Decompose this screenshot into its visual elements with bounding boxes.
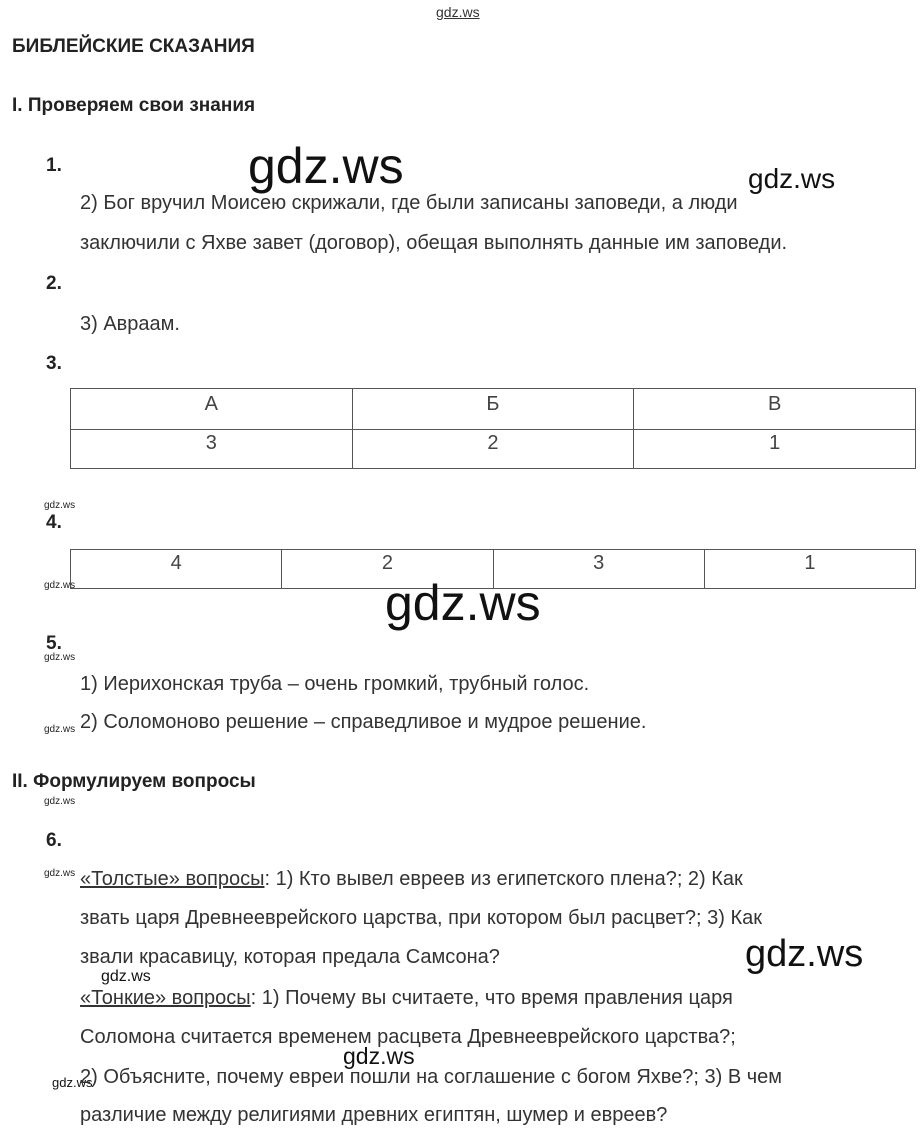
q6-thin-line-2: Соломона считается временем расцвета Древнееврейского царства?;	[80, 1026, 736, 1048]
section1-heading: I. Проверяем свои знания	[12, 95, 256, 116]
thin-questions-label: «Тонкие» вопросы	[80, 987, 251, 1009]
watermark-medium: gdz.ws	[748, 163, 836, 194]
q6-thick-line-2: звать царя Древнееврейского царства, при котором был расцвет?; 3) Как	[80, 907, 762, 929]
watermark-large: gdz.ws	[385, 575, 541, 631]
q4-cell-1: 4	[71, 550, 282, 589]
watermark-top: gdz.ws	[436, 4, 480, 20]
q4-cell-4: 1	[704, 550, 915, 589]
watermark-small: gdz.ws	[44, 652, 76, 663]
thick-questions-label: «Толстые» вопросы	[80, 868, 265, 890]
q6-thick-line-3: звали красавицу, которая предала Самсона?	[80, 946, 500, 968]
watermark-small-text: gdz.ws	[101, 968, 151, 985]
q3-value-a: 3	[71, 430, 353, 469]
thin-line-1-text: : 1) Почему вы считаете, что время правления царя	[250, 987, 733, 1009]
watermark-medium: gdz.ws	[745, 933, 864, 975]
q4-cell-2: 2	[282, 550, 493, 589]
q6-thin-line-3: 2) Объясните, почему евреи пошли на соглашение с богом Яхве?; 3) В чем	[80, 1066, 783, 1088]
watermark-small: gdz.ws	[44, 500, 76, 511]
watermark-small: gdz.ws	[44, 868, 76, 879]
page-title: БИБЛЕЙСКИЕ СКАЗАНИЯ	[12, 36, 255, 57]
q3-header-row	[71, 389, 916, 430]
q1-line-2: заключили с Яхве завет (договор), обещая выполнять данные им заповеди.	[80, 232, 788, 254]
watermark-small-text: gdz.ws	[52, 1075, 93, 1090]
q6-number: 6.	[46, 830, 62, 851]
q3-value-b: 2	[352, 430, 634, 469]
q4-cell-3: 3	[493, 550, 704, 589]
q5-number: 5.	[46, 633, 62, 654]
thick-line-1-text: : 1) Кто вывел евреев из египетского плена?; 2) Как	[264, 868, 743, 890]
q3-number: 3.	[46, 353, 62, 374]
q3-table	[70, 388, 916, 469]
q3-value-v: 1	[634, 430, 916, 469]
section2-heading: II. Формулируем вопросы	[12, 771, 256, 792]
q6-thin-line-1	[80, 987, 733, 1010]
q6-thick-line-1	[80, 868, 743, 891]
q3-value-row	[71, 430, 916, 469]
q1-line-1: 2) Бог вручил Моисею скрижали, где были записаны заповеди, а люди	[80, 192, 738, 214]
watermark-small: gdz.ws	[44, 580, 76, 591]
q1-number: 1.	[46, 155, 62, 176]
watermark-medium: gdz.ws	[343, 1043, 415, 1069]
watermark-small: gdz.ws	[44, 796, 76, 807]
q3-header-b: Б	[352, 389, 634, 430]
watermark-large: gdz.ws	[248, 138, 404, 194]
q3-header-v: В	[634, 389, 916, 430]
q4-number: 4.	[46, 512, 62, 533]
q2-answer: 3) Авраам.	[80, 313, 180, 335]
q5-line-2: 2) Соломоново решение – справедливое и мудрое решение.	[80, 711, 647, 733]
watermark-small: gdz.ws	[44, 724, 76, 735]
q5-line-1: 1) Иерихонская труба – очень громкий, трубный голос.	[80, 673, 590, 695]
q3-header-a: А	[71, 389, 353, 430]
q6-thin-line-4: различие между религиями древних египтян, шумер и евреев?	[80, 1104, 668, 1126]
q2-number: 2.	[46, 273, 62, 294]
